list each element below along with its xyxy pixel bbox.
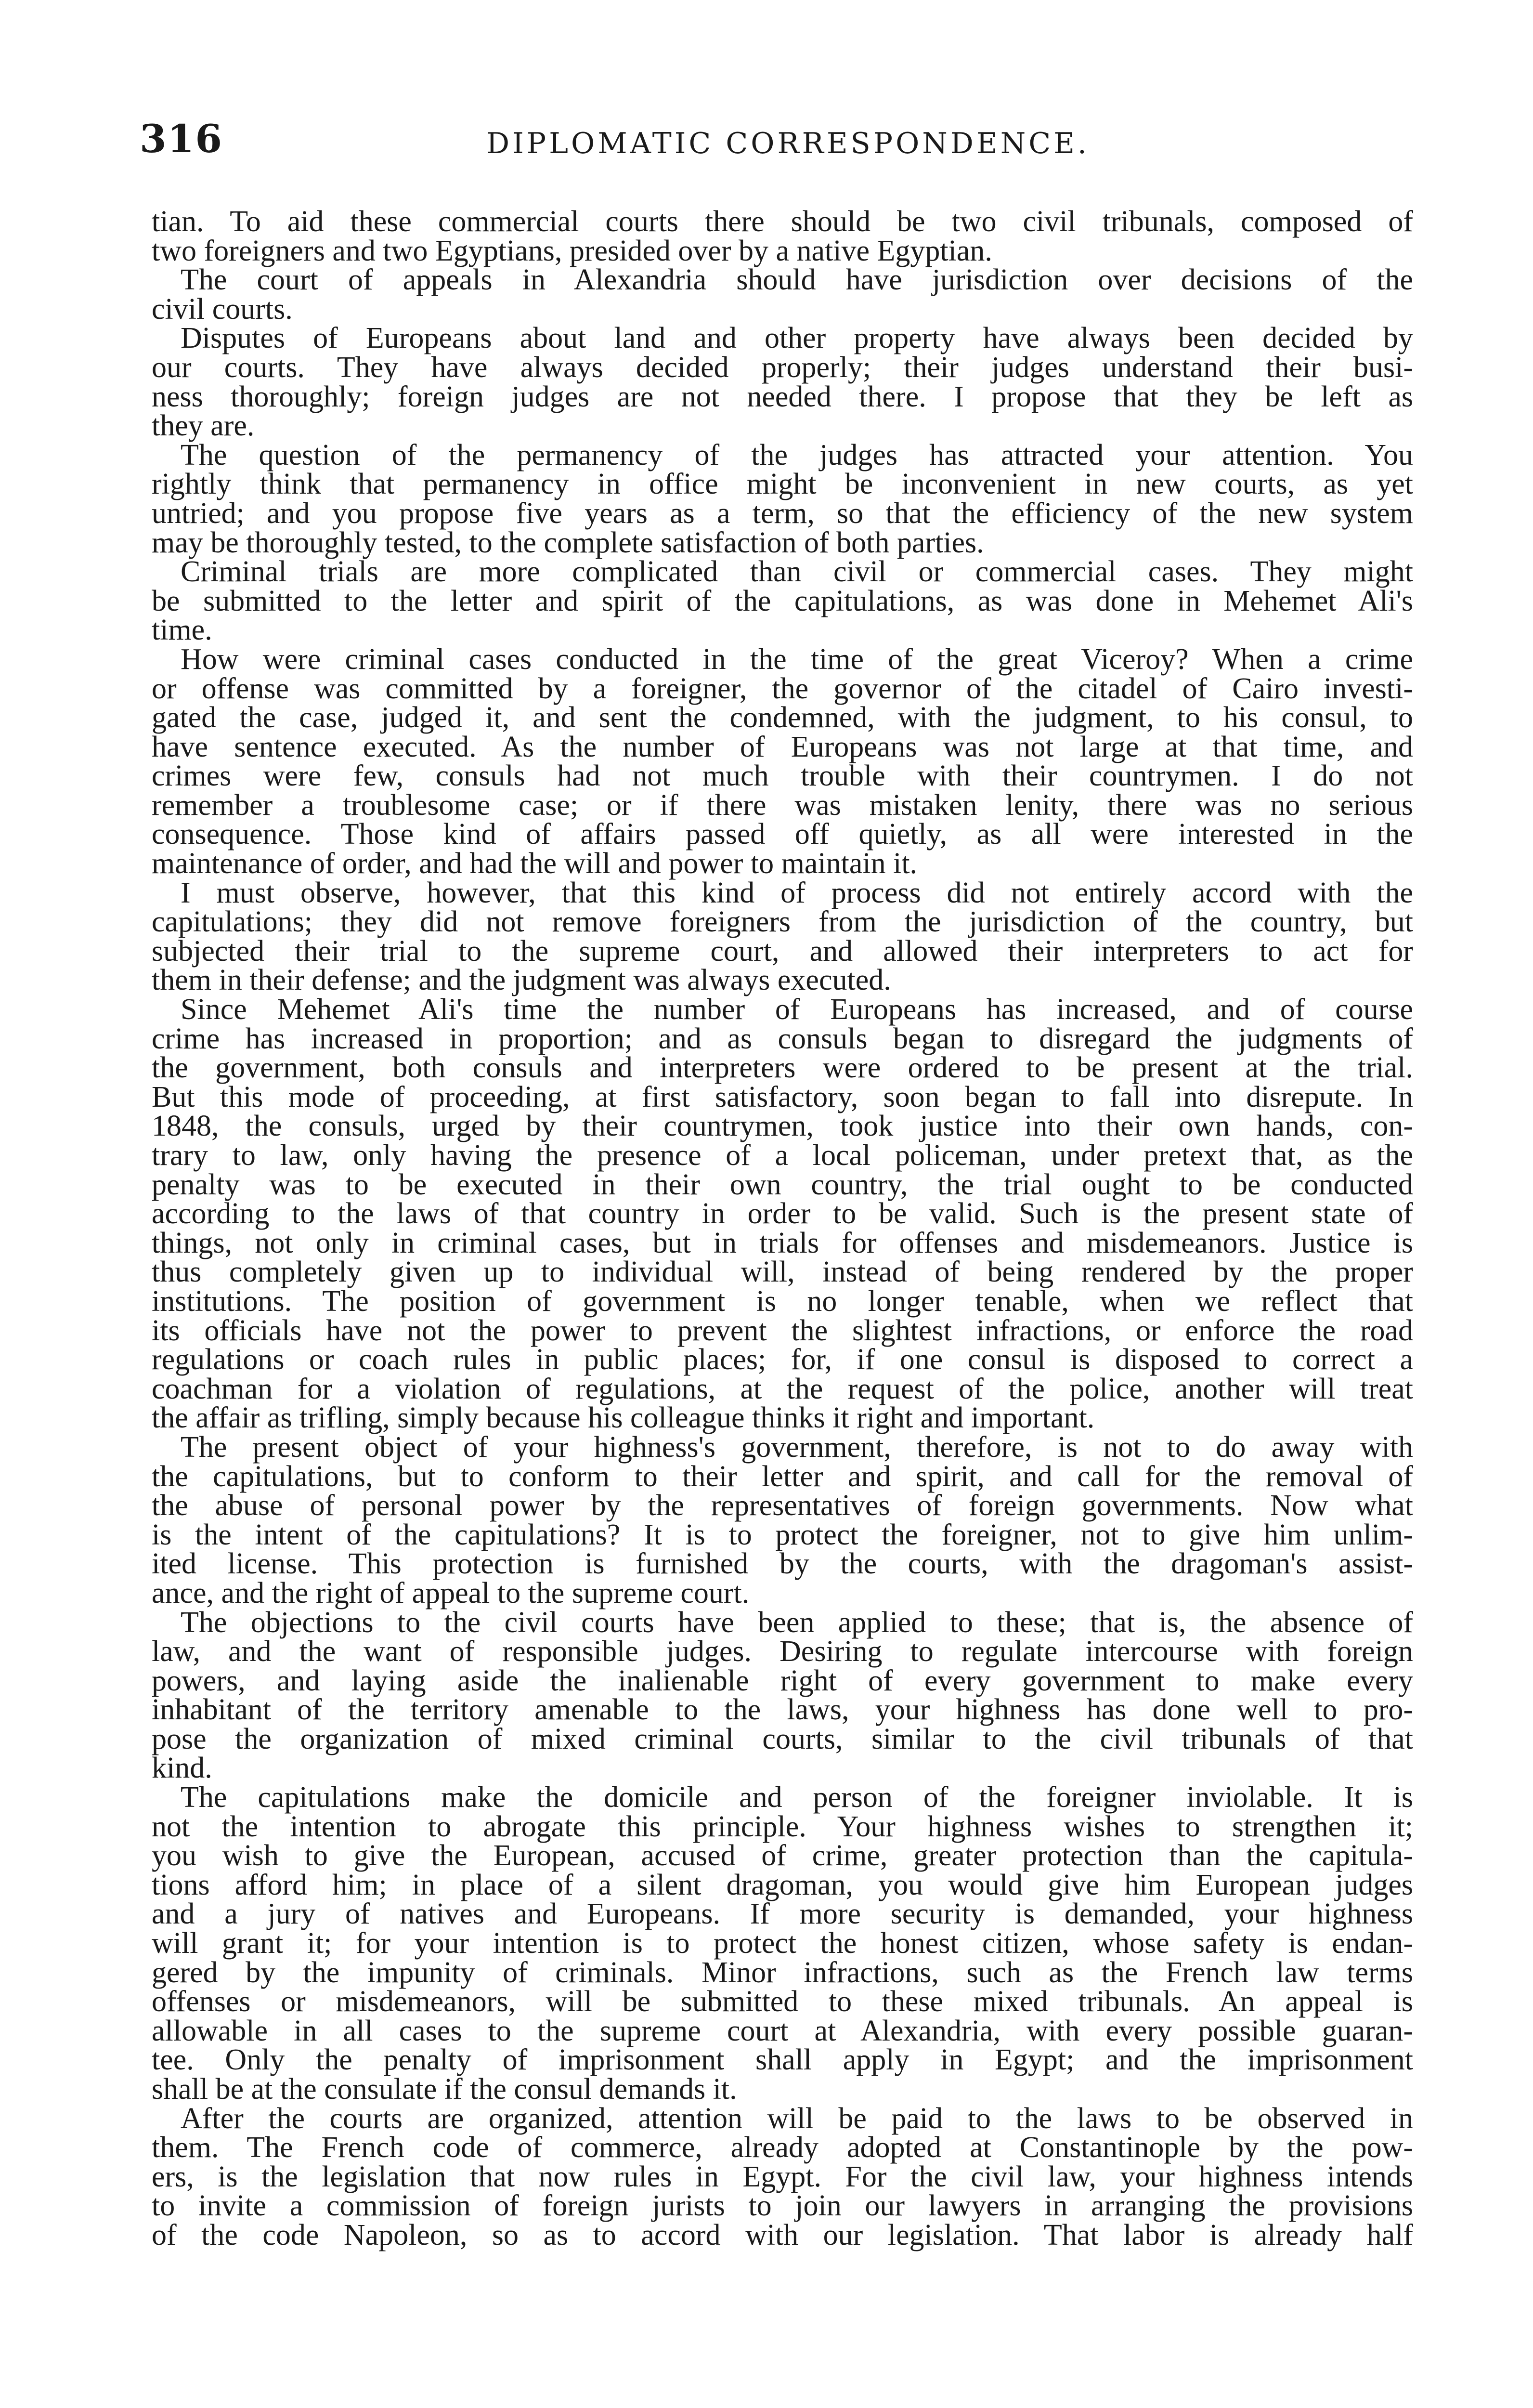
text-line: The present object of your highness's government, therefore, is not to do away with [181,1430,1413,1464]
text-line: ness thoroughly; foreign judges are not needed there. I propose that they be left as [152,380,1413,413]
text-line: ance, and the right of appeal to the supreme court. [152,1576,750,1610]
text-line: shall be at the consulate if the consul demands it. [152,2073,737,2106]
text-line: institutions. The position of government is no longer tenable, when we reflect that [152,1284,1413,1318]
text-line: powers, and laying aside the inalienable right of every government to make every [152,1664,1413,1697]
text-line: and a jury of natives and Europeans. If more security is demanded, your highness [152,1898,1413,1931]
text-line: them. The French code of commerce, already adopted at Constantinople by the pow- [152,2131,1413,2164]
text-line: ited license. This protection is furnished by the courts, with the dragoman's assist- [152,1547,1413,1581]
text-line: How were criminal cases conducted in the time of the great Viceroy? When a crime [181,642,1413,676]
text-line: But this mode of proceeding, at first satisfactory, soon began to fall into disrepute. In [152,1080,1413,1113]
text-line: thus completely given up to individual will, instead of being rendered by the proper [152,1256,1413,1289]
text-line: remember a troublesome case; or if there was mistaken lenity, there was no serious [152,788,1413,822]
text-line: may be thoroughly tested, to the complete satisfaction of both parties. [152,526,984,559]
text-line: you wish to give the European, accused of crime, greater protection than the capitula- [152,1839,1413,1872]
page-number: 316 [140,116,223,161]
text-line: tee. Only the penalty of imprisonment shall apply in Egypt; and the imprisonment [152,2043,1413,2077]
text-line: the affair as trifling, simply because his colleague thinks it right and important. [152,1401,1095,1435]
text-line: After the courts are organized, attention will be paid to the laws to be observed in [181,2102,1413,2135]
text-line: be submitted to the letter and spirit of the capitulations, as was done in Mehemet Ali's [152,584,1413,617]
text-line: civil courts. [152,292,293,326]
text-line: inhabitant of the territory amenable to the laws, your highness has done well to pro- [152,1693,1413,1727]
text-line: allowable in all cases to the supreme court at Alexandria, with every possible guaran- [152,2014,1413,2047]
text-line: according to the laws of that country in order to be valid. Such is the present state of [152,1197,1413,1230]
text-line: the abuse of personal power by the representatives of foreign governments. Now what [152,1489,1413,1522]
text-line: law, and the want of responsible judges. Desiring to regulate intercourse with foreign [152,1635,1413,1668]
running-head: DIPLOMATIC CORRESPONDENCE. [486,127,1090,160]
text-line: The capitulations make the domicile and person of the foreigner inviolable. It is [181,1781,1413,1814]
text-line: of the code Napoleon, so as to accord with our legislation. That labor is already half [152,2218,1413,2251]
text-line: capitulations; they did not remove foreigners from the jurisdiction of the country, but [152,905,1413,939]
text-line: tions afford him; in place of a silent dragoman, you would give him European judges [152,1868,1413,1901]
text-line: they are. [152,409,255,443]
text-line: kind. [152,1752,212,1785]
text-line: the government, both consuls and interpreters were ordered to be present at the trial. [152,1051,1413,1085]
text-line: pose the organization of mixed criminal courts, similar to the civil tribunals of that [152,1722,1413,1755]
text-line: untried; and you propose five years as a term, so that the efficiency of the new system [152,497,1413,530]
text-line: tian. To aid these commercial courts there should be two civil tribunals, composed of [152,205,1413,238]
text-line: gered by the impunity of criminals. Minor infractions, such as the French law terms [152,1956,1413,1989]
text-line: crimes were few, consuls had not much trouble with their countrymen. I do not [152,759,1413,793]
text-line: the capitulations, but to conform to their letter and spirit, and call for the removal of [152,1460,1413,1493]
text-line: Criminal trials are more complicated than civil or commercial cases. They might [181,555,1413,589]
text-line: Disputes of Europeans about land and other property have always been decided by [181,322,1413,355]
text-line: its officials have not the power to prevent the slightest infractions, or enforce the road [152,1314,1413,1347]
text-line: things, not only in criminal cases, but in trials for offenses and misdemeanors. Justice is [152,1226,1413,1259]
text-line: have sentence executed. As the number of Europeans was not large at that time, and [152,730,1413,763]
text-line: will grant it; for your intention is to protect the honest citizen, whose safety is endan- [152,1927,1413,1960]
text-line: maintenance of order, and had the will and power to maintain it. [152,847,918,880]
text-line: two foreigners and two Egyptians, presided over by a native Egyptian. [152,234,992,267]
text-line: gated the case, judged it, and sent the condemned, with the judgment, to his consul, to [152,701,1413,734]
text-line: our courts. They have always decided properly; their judges understand their busi- [152,351,1413,384]
text-line: trary to law, only having the presence of a local policeman, under pretext that, as the [152,1139,1413,1172]
text-line: Since Mehemet Ali's time the number of Europeans has increased, and of course [181,993,1413,1026]
text-line: subjected their trial to the supreme court, and allowed their interpreters to act for [152,934,1413,968]
text-line: The objections to the civil courts have been applied to these; that is, the absence of [181,1606,1413,1639]
text-line: penalty was to be executed in their own country, the trial ought to be conducted [152,1168,1413,1201]
text-line: 1848, the consuls, urged by their countrymen, took justice into their own hands, con- [152,1110,1413,1143]
text-line: not the intention to abrogate this principle. Your highness wishes to strengthen it; [152,1810,1413,1843]
text-line: The court of appeals in Alexandria should have jurisdiction over decisions of the [181,263,1413,297]
text-line: I must observe, however, that this kind of process did not entirely accord with the [181,876,1413,909]
text-line: them in their defense; and the judgment was always executed. [152,964,891,997]
text-line: offenses or misdemeanors, will be submitted to these mixed tribunals. An appeal is [152,1985,1413,2018]
text-line: or offense was committed by a foreigner, the governor of the citadel of Cairo investi- [152,672,1413,705]
text-line: regulations or coach rules in public places; for, if one consul is disposed to correct a [152,1343,1413,1376]
body-text [152,207,1413,2250]
text-line: ers, is the legislation that now rules in Egypt. For the civil law, your highness intends [152,2160,1413,2193]
text-line: is the intent of the capitulations? It is to protect the foreigner, not to give him unlim- [152,1518,1413,1551]
text-line: coachman for a violation of regulations, at the request of the police, another will treat [152,1372,1413,1405]
text-line: to invite a commission of foreign jurists to join our lawyers in arranging the provisions [152,2189,1413,2223]
text-line: rightly think that permanency in office might be inconvenient in new courts, as yet [152,468,1413,501]
text-line: time. [152,614,212,647]
text-line: consequence. Those kind of affairs passed off quietly, as all were interested in the [152,818,1413,851]
text-line: crime has increased in proportion; and as consuls began to disregard the judgments of [152,1022,1413,1055]
text-line: The question of the permanency of the judges has attracted your attention. You [181,438,1413,471]
